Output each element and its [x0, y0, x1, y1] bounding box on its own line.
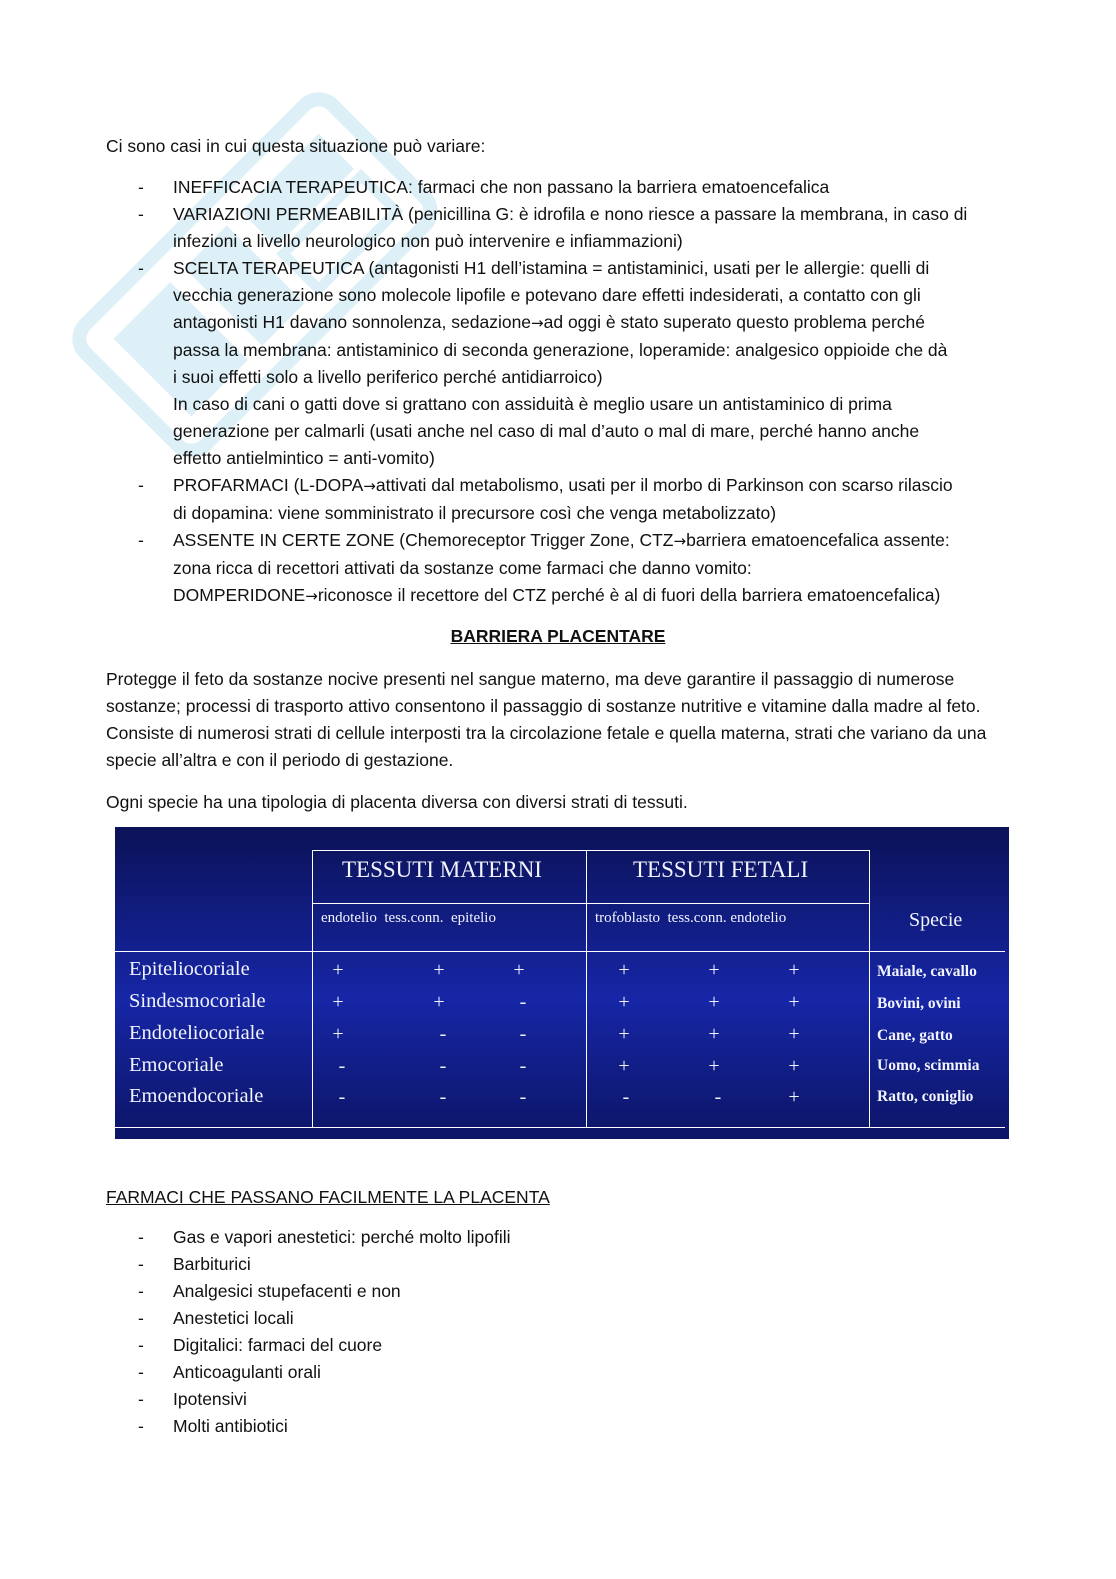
- paragraph: Protegge il feto da sostanze nocive presenti nel sangue materno, ma deve garantire il passaggio di numerose sostanze; processi di trasporto attivo consentono il passaggio di sostanze nutritive e vitamine dalla madre al feto. Consiste di numerosi strati di cellule interposti tra la circolazione fetale e quella materna, strati che variano da una specie all’altra e con il periodo di gestazione.: [106, 669, 987, 770]
- list-item: - Analgesici stupefacenti e non: [138, 1281, 401, 1301]
- arrow-icon: →: [531, 314, 544, 332]
- variations-list: [106, 174, 1006, 610]
- drugs-list: [106, 1224, 806, 1440]
- intro-text: Ci sono casi in cui questa situazione può variare:: [106, 136, 486, 156]
- list-item: - INEFFICACIA TERAPEUTICA: farmaci che non passano la barriera ematoencefalica: [138, 177, 830, 197]
- list-item: - Ipotensivi: [138, 1389, 247, 1409]
- species-header: Specie: [909, 909, 963, 931]
- subheading: FARMACI CHE PASSANO FACILMENTE LA PLACENTA: [106, 1187, 550, 1207]
- list-item: - Anticoagulanti orali: [138, 1362, 321, 1382]
- list-item: - Gas e vapori anestetici: perché molto lipofili: [138, 1227, 511, 1247]
- list-item: - Digitalici: farmaci del cuore: [138, 1335, 383, 1355]
- paragraph: Ogni specie ha una tipologia di placenta diversa con diversi strati di tessuti.: [106, 792, 688, 812]
- maternal-tissues-header: TESSUTI MATERNI: [342, 857, 542, 882]
- list-item: - Anestetici locali: [138, 1308, 294, 1328]
- list-item: - Molti antibiotici: [138, 1416, 288, 1436]
- list-item: - Barbiturici: [138, 1254, 251, 1274]
- fetal-tissues-header: TESSUTI FETALI: [633, 857, 809, 882]
- maternal-tissues-subheader: endotelio tess.conn. epitelio: [321, 910, 496, 926]
- arrow-icon: →: [305, 587, 318, 605]
- list-item: - SCELTA TERAPEUTICA (antagonisti H1 dell’istamina = antistaminici, usati per le allergie: quelli di vecchia generazione sono molecole lipofile e potevano dare effetti indesiderati, a contatto con gli antagonisti H1 davano sonnolenza, sedazione→ad oggi è stato superato questo problema perché passa la membrana: antistaminico di seconda generazione, loperamide: analgesico oppioide che dà i suoi effetti solo a livello periferico perché antidiarroico) In caso di cani o gatti dove si grattano con assiduità è meglio usare un antistaminico di prima generazione per calmarli (usati anche nel caso di mal d’auto o mal di mare, perché hanno anche effetto antielmintico = anti-vomito): [138, 258, 948, 468]
- list-item: - VARIAZIONI PERMEABILITÀ (penicillina G: è idrofila e nono riesce a passare la membrana, in caso di infezioni a livello neurologico non può intervenire e infiammazioni): [138, 204, 968, 251]
- arrow-icon: →: [363, 477, 376, 495]
- fetal-tissues-subheader: trofoblasto tess.conn. endotelio: [595, 910, 787, 926]
- section-heading: BARRIERA PLACENTARE: [450, 626, 666, 646]
- placenta-table-figure: TESSUTI MATERNI TESSUTI FETALI endotelio tess.conn. epitelio trofoblasto tess.conn. endotelio Specie Epiteliocoriale + + + + + + Maiale, cavallo Sindesmocoriale + + - + + + Bovini, ovini Endoteliocoriale + - - + + + Cane, gatto Emocoriale - - - + + + Uomo, scimmia Emoendocoriale - - - - - + Ratto, coniglio: [115, 827, 1009, 1139]
- list-item: - PROFARMACI (L-DOPA→attivati dal metabolismo, usati per il morbo di Parkinson con scarso rilascio di dopamina: viene somministrato il precursore così che venga metabolizzato): [138, 475, 953, 523]
- list-item: - ASSENTE IN CERTE ZONE (Chemoreceptor Trigger Zone, CTZ→barriera ematoencefalica assente: zona ricca di recettori attivati da sostanze come farmaci che danno vomito: DOMPERIDONE→riconosce il recettore del CTZ perché è al di fuori della barriera ematoencefalica): [138, 530, 950, 605]
- arrow-icon: →: [673, 532, 687, 550]
